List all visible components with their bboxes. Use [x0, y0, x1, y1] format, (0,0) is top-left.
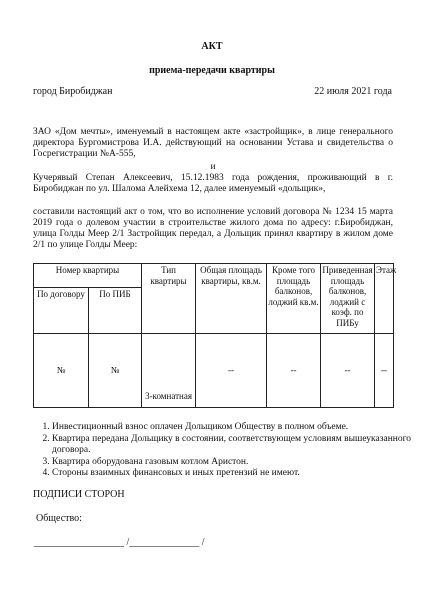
- paragraph-statement: составили настоящий акт о том, что во исполнение условий договора № 1234 15 марта 2019 года о долевом участии в строительстве жилого дома по адресу: г.Биробиджан, улица Голды Меер 2/1 Застройщик передал, а Дольщик принял квартиру в жилом доме 2/1 по улице Голды Меер:: [33, 207, 393, 250]
- list-item: 1. Инвестиционный взнос оплачен Дольщиком Обществу в полном объеме.: [52, 422, 412, 434]
- cell-reduced-area: --: [321, 334, 375, 408]
- header-area-balconies: Кроме того площадь балконов, лоджий кв.м.: [267, 264, 321, 334]
- list-item: 4. Стороны взаимных финансовых и иных претензий не имеют.: [52, 468, 412, 480]
- signature-party-label: Общество:: [36, 513, 82, 524]
- signature-line: __________________ /______________ /: [34, 537, 205, 548]
- cell-area-balconies: --: [267, 334, 321, 408]
- apartment-table: [33, 263, 397, 408]
- cell-number-pib: №: [89, 334, 142, 408]
- table-header-row: [34, 264, 394, 288]
- table-row: [34, 334, 394, 408]
- cell-floor: --: [375, 334, 394, 408]
- document-subtitle: приема-передачи квартиры: [149, 65, 275, 76]
- header-by-contract: По договору: [34, 288, 89, 334]
- paragraph-conjunction: и: [210, 162, 216, 172]
- header-floor: Этаж: [375, 264, 394, 334]
- paragraph-shareholder: Кучерявый Степан Алексеевич, 15.12.1983 года рождения, проживающий в г. Биробиджан по ул. Шалома Алейхема 12, далее именуемый «дольщик»,: [33, 173, 393, 194]
- list-item: 2. Квартира передана Дольщику в состоянии, соответствующем условиям вышеуказанного договора.: [52, 434, 412, 457]
- list-item: 3. Квартира оборудована газовым котлом Аристон.: [52, 457, 412, 469]
- header-by-pib: По ПИБ: [89, 288, 142, 334]
- header-apartment-number: Номер квартиры: [34, 264, 142, 288]
- header-reduced-area: Приведенная площадь балконов, лоджий с коэф. по ПИБу: [321, 264, 375, 334]
- document-title: АКТ: [201, 41, 223, 52]
- cell-total-area: --: [196, 334, 267, 408]
- terms-list: [38, 422, 412, 480]
- document-date: 22 июля 2021 года: [314, 86, 392, 97]
- header-apartment-type: Тип квартиры: [142, 264, 196, 334]
- paragraph-developer: ЗАО «Дом мечты», именуемый в настоящем акте «застройщик», в лице генерального директора Бургомистрова И.А. действующий на основании Устава и свидетельства о Госрегистрации №А-555,: [33, 127, 393, 159]
- city-name: город Биробиджан: [33, 86, 113, 97]
- signatures-heading: ПОДПИСИ СТОРОН: [33, 489, 125, 500]
- header-total-area: Общая площадь квартиры, кв.м.: [196, 264, 267, 334]
- cell-number-contract: №: [34, 334, 89, 408]
- cell-apartment-type: 3-комнатная: [142, 334, 196, 408]
